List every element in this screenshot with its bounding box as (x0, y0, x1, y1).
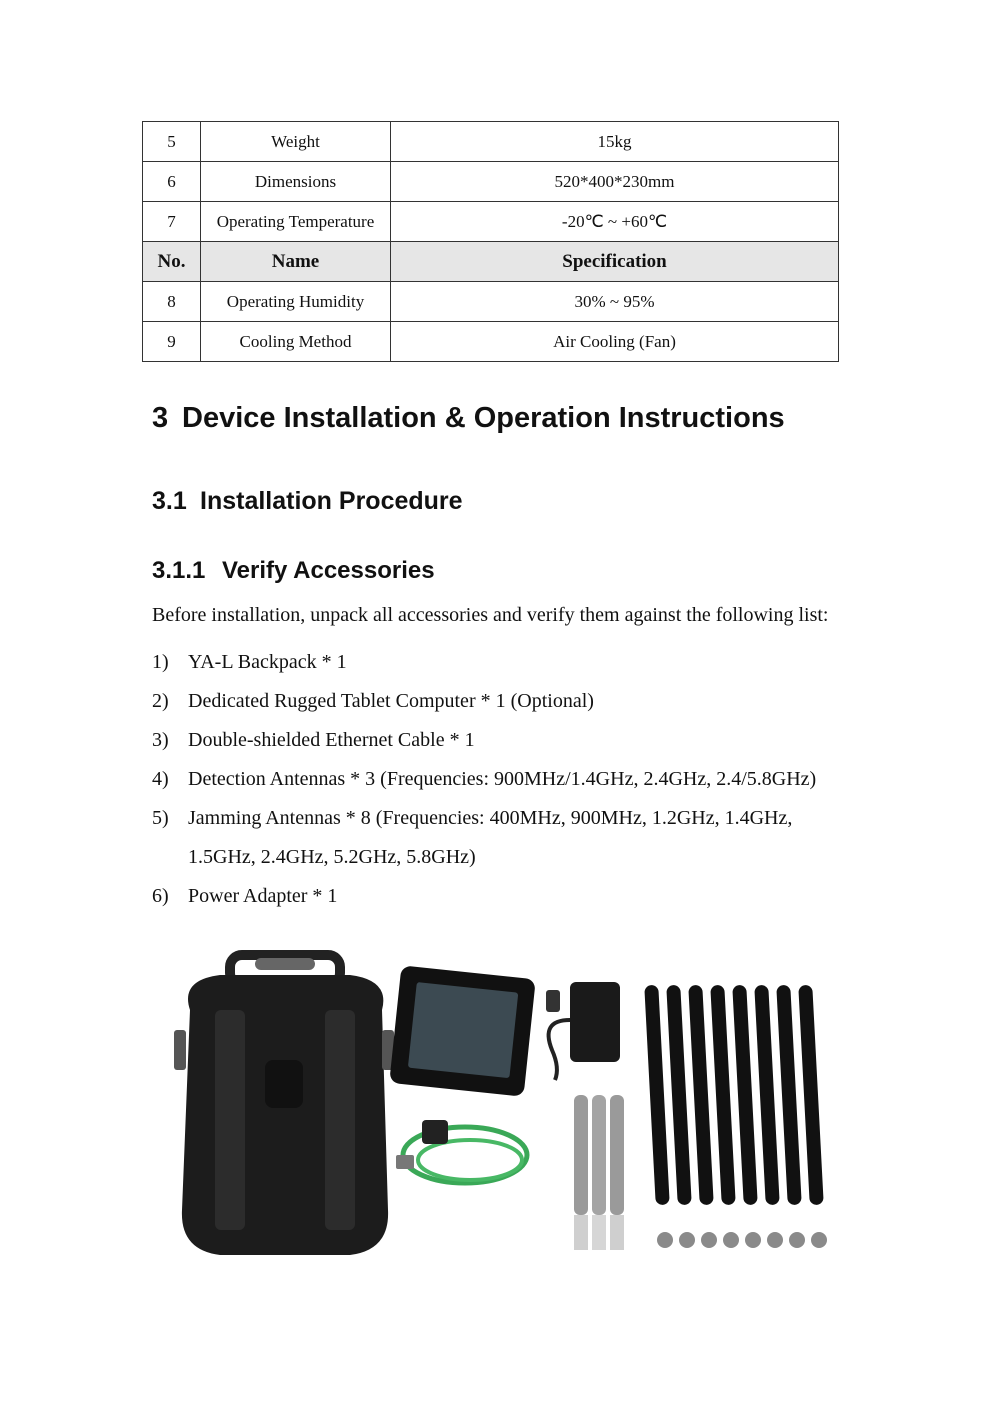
row-spec: Air Cooling (Fan) (391, 322, 839, 362)
row-spec: 520*400*230mm (391, 162, 839, 202)
ethernet-cable-image (396, 1120, 527, 1183)
list-marker: 1) (152, 651, 169, 673)
section-title: Installation Procedure (200, 487, 463, 515)
list-marker: 5) (152, 807, 169, 829)
list-item (152, 760, 852, 799)
accessories-photo (160, 950, 850, 1260)
list-marker: 6) (152, 885, 169, 907)
row-name: Cooling Method (201, 322, 391, 362)
row-name: Operating Humidity (201, 282, 391, 322)
row-no: 8 (143, 282, 201, 322)
section-heading-3 (152, 402, 785, 435)
detection-antennas-image (574, 1095, 624, 1250)
row-name: Dimensions (201, 162, 391, 202)
section-heading-3-1 (152, 487, 463, 516)
list-item-text: YA-L Backpack * 1 (188, 651, 347, 673)
row-no: 7 (143, 202, 201, 242)
header-no: No. (143, 242, 201, 282)
backpack-image (174, 955, 394, 1255)
table-row (143, 282, 839, 322)
spec-table (142, 121, 839, 362)
power-adapter-image (546, 982, 620, 1080)
list-marker: 2) (152, 690, 169, 712)
section-heading-3-1-1 (152, 557, 435, 585)
header-name: Name (201, 242, 391, 282)
list-item (152, 877, 852, 916)
row-no: 5 (143, 122, 201, 162)
row-name: Operating Temperature (201, 202, 391, 242)
row-spec: -20℃ ~ +60℃ (391, 202, 839, 242)
table-row (143, 322, 839, 362)
table-row (143, 122, 839, 162)
row-no: 9 (143, 322, 201, 362)
list-item-text: Jamming Antennas * 8 (Frequencies: 400MHz, 900MHz, 1.2GHz, 1.4GHz, 1.5GHz, 2.4GHz, 5.2GHz, 5.8GHz) (188, 807, 793, 868)
row-spec: 30% ~ 95% (391, 282, 839, 322)
accessories-list (152, 643, 852, 916)
tablet-image (389, 965, 536, 1096)
table-header-row (143, 242, 839, 282)
list-item (152, 799, 852, 877)
intro-paragraph: Before installation, unpack all accessories and verify them against the following list: (152, 604, 829, 626)
table-row (143, 162, 839, 202)
row-no: 6 (143, 162, 201, 202)
table-row (143, 202, 839, 242)
section-number: 3 (152, 402, 169, 434)
list-item (152, 643, 852, 682)
section-number: 3.1 (152, 487, 187, 515)
section-number: 3.1.1 (152, 557, 206, 584)
section-title: Device Installation & Operation Instructions (182, 402, 785, 434)
list-item-text: Power Adapter * 1 (188, 885, 338, 907)
row-spec: 15kg (391, 122, 839, 162)
list-marker: 4) (152, 768, 169, 790)
row-name: Weight (201, 122, 391, 162)
section-title: Verify Accessories (222, 557, 435, 584)
list-item-text: Detection Antennas * 3 (Frequencies: 900MHz/1.4GHz, 2.4GHz, 2.4/5.8GHz) (188, 768, 817, 790)
list-item-text: Double-shielded Ethernet Cable * 1 (188, 729, 475, 751)
list-item (152, 682, 852, 721)
list-marker: 3) (152, 729, 169, 751)
jamming-antennas-image (644, 985, 827, 1248)
list-item (152, 721, 852, 760)
header-spec: Specification (391, 242, 839, 282)
list-item-text: Dedicated Rugged Tablet Computer * 1 (Optional) (188, 690, 594, 712)
